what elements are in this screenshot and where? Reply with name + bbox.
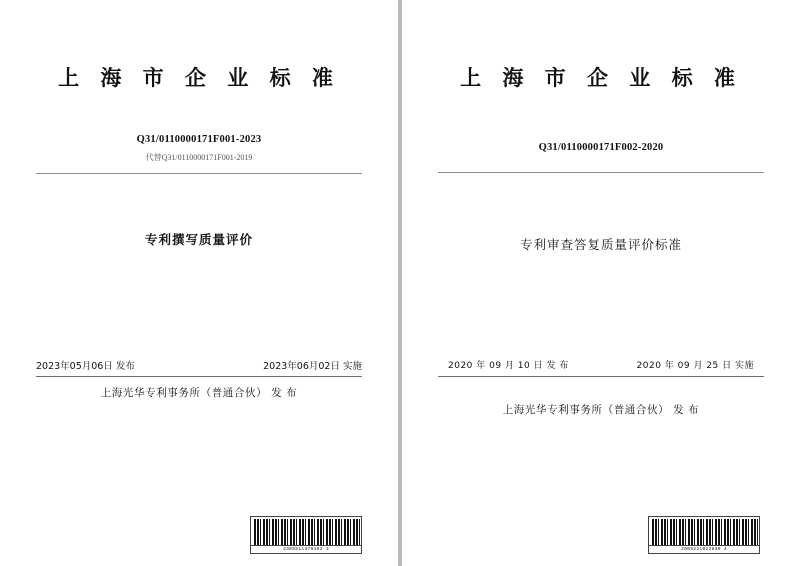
implementation-date: 2020 年 09 月 25 日 实施	[636, 361, 754, 371]
document-subject: 专利撰写质量评价	[144, 232, 253, 247]
barcode-area	[648, 516, 760, 554]
document-page-left	[0, 0, 398, 566]
barcode-image	[652, 519, 758, 545]
barcode-number: 2009221022830 4	[648, 546, 760, 554]
date-row	[36, 358, 362, 372]
page-content-right	[402, 0, 800, 566]
implementation-date: 2023年06月02日 实施	[263, 361, 362, 372]
page-title: 上 海 市 企 业 标 准	[58, 66, 340, 90]
replaces-note: 代替Q31/0110000171F001-2019	[145, 153, 253, 162]
divider	[36, 173, 362, 174]
document-page-right	[402, 0, 800, 566]
publisher-line: 上海光华专利事务所（普通合伙） 发 布	[502, 404, 700, 416]
standard-number: Q31/0110000171F002-2020	[538, 142, 664, 153]
barcode-image	[254, 519, 360, 545]
date-row	[448, 358, 754, 371]
barcode-area	[250, 516, 362, 554]
date-divider	[438, 376, 764, 377]
barcode-box	[648, 516, 760, 546]
divider	[438, 172, 764, 173]
barcode-number: 2305511476102 3	[250, 546, 362, 554]
standard-number: Q31/0110000171F001-2023	[136, 134, 262, 145]
page-content-left	[0, 0, 398, 566]
barcode-box	[250, 516, 362, 546]
issue-date: 2023年05月06日 发布	[36, 361, 135, 372]
page-title: 上 海 市 企 业 标 准	[460, 66, 742, 90]
document-subject: 专利审查答复质量评价标准	[519, 237, 682, 252]
publisher-line: 上海光华专利事务所（普通合伙） 发 布	[100, 387, 298, 399]
date-divider	[36, 376, 362, 377]
issue-date: 2020 年 09 月 10 日 发 布	[448, 361, 569, 371]
